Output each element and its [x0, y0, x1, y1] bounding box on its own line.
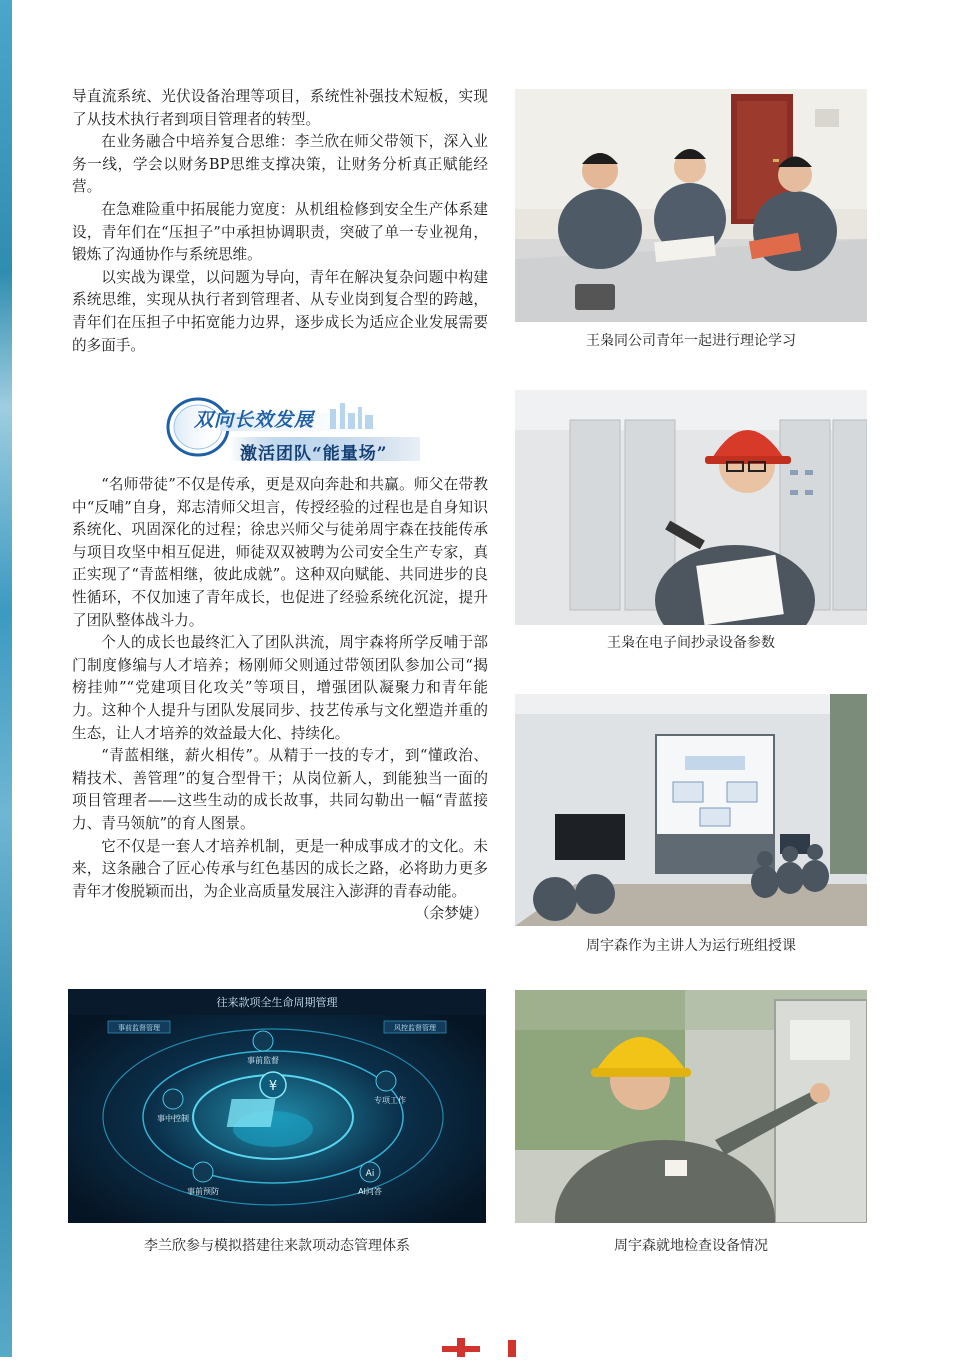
- paragraph: 个人的成长也最终汇入了团队洪流，周宇森将所学反哺于部门制度修编与人才培养；杨刚师父则通过带领团队参加公司“揭榜挂帅”“党建项目化攻关”等项目，增强团队凝聚力和青年能力。这种个人提升与团队发展同步、技艺传承与文化塑造并重的生态，让人才培养的效益最大化、持续化。: [72, 634, 488, 742]
- photo-theory-study: [515, 89, 867, 322]
- node-label: 事前预防: [187, 1187, 219, 1196]
- paragraph: 导直流系统、光伏设备治理等项目，系统性补强技术短板，实现了从技术执行者到项目管理者的转型。: [72, 88, 488, 128]
- node-label: 专项工作: [374, 1096, 406, 1105]
- paragraph: “名师带徒”不仅是传承，更是双向奔赴和共赢。师父在带教中“反哺”自身，郑志清师父坦言，传授经验的过程也是自身知识系统化、巩固深化的过程；徐忠兴师父与徒弟周宇森在技能传承与项目攻坚中相互促进，师徒双双被聘为公司安全生产专家，真正实现了“青蓝相继，彼此成就”。这种双向赋能、共同进步的良性循环，不仅加速了青年成长，也促进了经验系统化沉淀，提升了团队整体战斗力。: [72, 476, 488, 629]
- node-label: 事中控制: [157, 1114, 189, 1123]
- node-label: AI问答: [358, 1187, 382, 1196]
- paragraph: 它不仅是一套人才培养机制，更是一种成事成才的文化。未来，这条融合了匠心传承与红色基因的成长之路，必将助力更多青年才俊脱颖而出，为企业高质量发展注入澎湃的青春动能。: [72, 837, 488, 900]
- node-label: 事前监督: [247, 1056, 279, 1065]
- caption-photo-1: 王枭同公司青年一起进行理论学习: [586, 333, 796, 349]
- caption-photo-2: 王枭在电子间抄录设备参数: [607, 635, 775, 651]
- banner-title: 双向长效发展: [194, 409, 315, 431]
- panel-left-label: 事前监督管理: [118, 1024, 160, 1032]
- currency-symbol: ¥: [268, 1079, 278, 1094]
- photo-equipment-check: [515, 990, 867, 1223]
- paragraph: “青蓝相继，薪火相传”。从精于一技的专才，到“懂政治、精技术、善管理”的复合型骨干；从岗位新人，到能独当一面的项目管理者——这些生动的成长故事，共同勾勒出一幅“青蓝接力、青马领航”的育人图景。: [72, 747, 488, 832]
- banner-subtitle: 激活团队“能量场”: [240, 444, 388, 464]
- photo-recording-parameters: [515, 390, 867, 625]
- caption-photo-5: 周宇森就地检查设备情况: [614, 1238, 768, 1254]
- author-byline: （余梦婕）: [415, 905, 488, 923]
- photo-dashboard-system: [68, 989, 486, 1223]
- page-number-mark: [430, 1336, 540, 1357]
- paragraph: 在业务融合中培养复合思维：李兰欣在师父带领下，深入业务一线，学会以财务BP思维支撑决策，让财务分析真正赋能经营。: [72, 133, 488, 196]
- section-banner: [160, 393, 422, 467]
- left-edge-decoration: [0, 0, 12, 1357]
- caption-photo-4: 李兰欣参与模拟搭建往来款项动态管理体系: [144, 1238, 410, 1254]
- panel-right-label: 风控监督管理: [394, 1024, 436, 1032]
- photo-lecture: [515, 694, 867, 926]
- paragraph: 在急难险重中拓展能力宽度：从机组检修到安全生产体系建设，青年们在“压担子”中承担协调职责，突破了单一专业视角，锻炼了沟通协作与系统思维。: [72, 200, 488, 264]
- caption-photo-3: 周宇森作为主讲人为运行班组授课: [586, 938, 796, 954]
- paragraph: 以实战为课堂，以问题为导向，青年在解决复杂问题中构建系统思维，实现从执行者到管理者、从专业岗到复合型的跨越，青年们在压担子中拓宽能力边界，逐步成长为适应企业发展需要的多面手。: [72, 268, 488, 354]
- ai-symbol: Ai: [365, 1169, 375, 1179]
- dashboard-title: 往来款项全生命周期管理: [216, 996, 338, 1009]
- article-text-column-1: [72, 86, 488, 357]
- article-text-column-2: [72, 474, 488, 926]
